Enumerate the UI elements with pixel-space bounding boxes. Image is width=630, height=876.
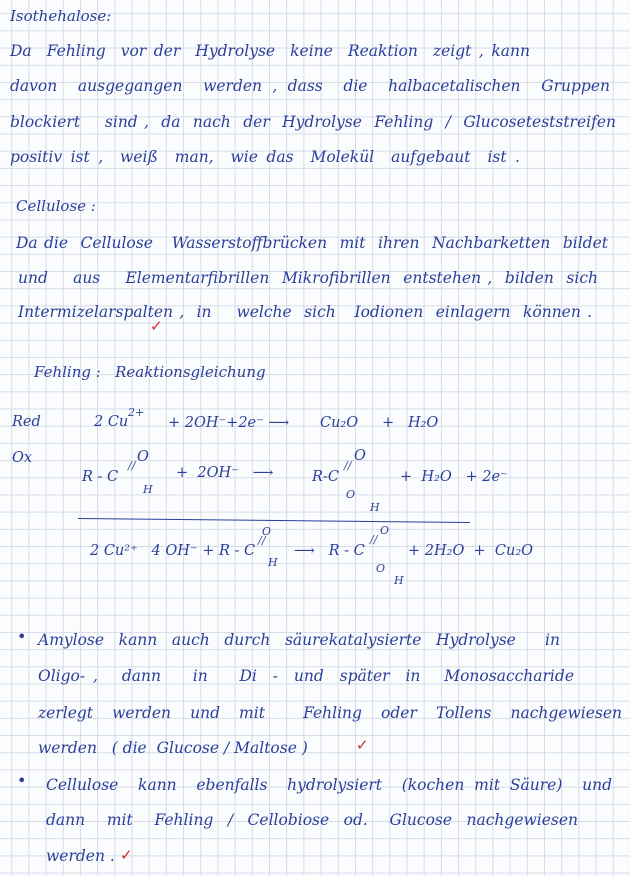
text-line: positiv ist , weiß man, wie das Molekül aufgebaut ist .	[10, 148, 520, 166]
ox-hydroxyl-h: H	[370, 501, 380, 514]
ox-product-oxygen: O	[354, 448, 366, 464]
text-line: Cellulose kann ebenfalls hydrolysiert (kochen mit Säure) und	[46, 776, 612, 794]
red-middle: + 2OH⁻+2e⁻ ⟶	[168, 415, 290, 431]
bullet-dot: •	[17, 771, 27, 790]
text-line: Da die Cellulose Wasserstoffbrücken mit ihren Nachbarketten bildet	[16, 234, 608, 252]
heading-cellulose: Cellulose :	[16, 197, 96, 215]
red-product: Cu₂O	[320, 415, 359, 431]
ox-right: + H₂O + 2e⁻	[400, 469, 508, 485]
text-line: Intermizelarspalten , in welche sich Iodionen einlagern können .	[18, 303, 592, 321]
check-mark: ✓	[150, 317, 163, 335]
ox-middle: + 2OH⁻ ⟶	[176, 465, 274, 481]
label-ox: Ox	[12, 450, 33, 466]
text-line: werden .	[46, 847, 115, 865]
check-mark: ✓	[120, 846, 133, 864]
text-line: davon ausgegangen werden , dass die halbacetalischen Gruppen	[10, 77, 610, 95]
text-line: blockiert sind , da nach der Hydrolyse Fehling / Glucoseteststreifen	[10, 113, 616, 131]
check-mark: ✓	[356, 736, 369, 754]
text-line: zerlegt werden und mit Fehling oder Tollens nachgewiesen	[38, 704, 622, 722]
heading-isothehalose: Isothehalose:	[10, 7, 112, 25]
sum-arrow: ⟶ R - C	[294, 543, 365, 559]
sum-left-hydrogen: H	[268, 556, 278, 569]
double-bond: //	[128, 459, 136, 472]
bullet-dot: •	[17, 627, 27, 646]
sum-left-oxygen: O	[262, 525, 272, 538]
red-left-charge: 2+	[128, 406, 145, 419]
text-line: dann mit Fehling / Cellobiose od. Glucose nachgewiesen	[46, 811, 578, 829]
ox-hydroxyl-o: O	[346, 488, 356, 501]
ox-aldehyde: R - C	[82, 469, 119, 485]
equation-divider	[78, 518, 470, 523]
sum-right-oxygen: O	[380, 524, 390, 537]
sum-hydroxyl-o: O	[376, 562, 386, 575]
red-left: 2 Cu	[94, 414, 129, 430]
text-line: werden ( die Glucose / Maltose )	[38, 739, 308, 757]
ox-hydrogen: H	[143, 483, 153, 496]
text-line: Da Fehling vor der Hydrolyse keine Reaktion zeigt , kann	[10, 42, 530, 60]
text-line: Amylose kann auch durch säurekatalysierte Hydrolyse in	[38, 631, 560, 649]
text-line: und aus Elementarfibrillen Mikrofibrillen entstehen , bilden sich	[18, 269, 598, 287]
heading-fehling-reaction: Fehling : Reaktionsgleichung	[34, 363, 266, 381]
double-bond: //	[370, 533, 378, 546]
red-water: + H₂O	[382, 415, 439, 431]
sum-hydroxyl-h: H	[394, 574, 404, 587]
ox-product: R-C	[312, 469, 339, 485]
text-line: Oligo- , dann in Di - und später in Monosaccharide	[38, 667, 574, 685]
sum-right: + 2H₂O + Cu₂O	[408, 543, 534, 559]
double-bond: //	[258, 534, 266, 547]
sum-left: 2 Cu²⁺ 4 OH⁻ + R - C	[90, 543, 256, 559]
label-red: Red	[12, 414, 41, 430]
double-bond: //	[344, 459, 352, 472]
ox-oxygen: O	[137, 449, 149, 465]
